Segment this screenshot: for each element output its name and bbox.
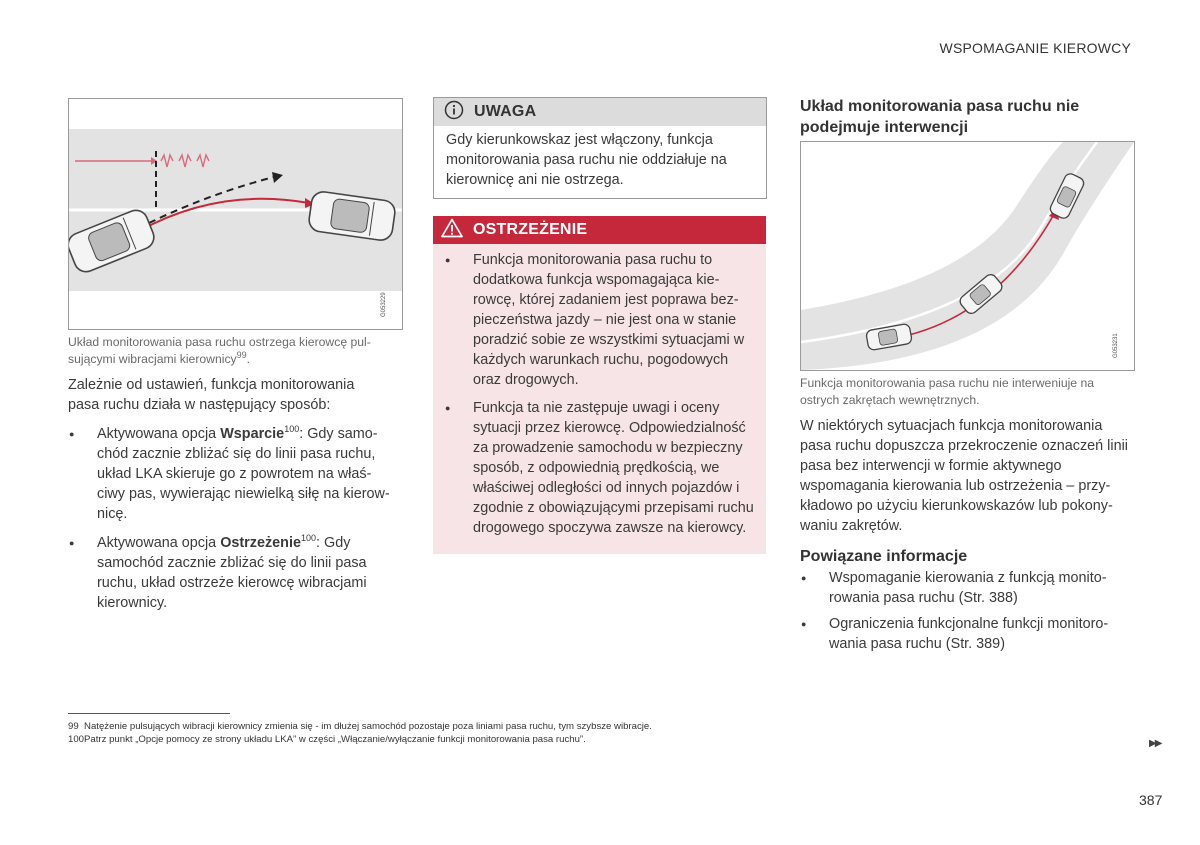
- left-intro: Zależnie od ustawień, funkcja monitorowania pasa ruchu działa w następujący sposób:: [68, 377, 355, 413]
- note-text: Gdy kierunkowskaz jest włączony, funkcja monitorowania pasa ruchu nie oddziałuje na kierownicę ani nie ostrzega.: [446, 132, 727, 188]
- list-item: ● Funkcja ta nie zastępuje uwagi i oceny sytuacji przez kierowcę. Odpowiedzialność za prowadzenie samochodu w bezpieczny sposób, z odpowiednią prędkością, we właściwej odległości od innych pojazdów i zgodnie z obowiązującymi przepisami ruchu drogowego spoczywa zawsze na kierowcy.: [445, 398, 754, 538]
- right-figure-caption: Funkcja monitorowania pasa ruchu nie interweniuje na ostrych zakrętach wewnętrznych.: [800, 376, 1095, 407]
- footnote-100: 100Patrz punkt „Opcje pomocy ze strony układu LKA” w części „Włączanie/wyłączanie funkcji monitorowania pasa ruchu”.: [68, 734, 586, 745]
- page-number: 387: [1139, 792, 1163, 808]
- warning-label: OSTRZEŻENIE: [473, 221, 588, 238]
- left-figure-caption: Układ monitorowania pasa ruchu ostrzega kierowcę pul-sującymi wibracjami kierownicy$^{99}$.: [68, 335, 371, 366]
- info-icon: [444, 100, 464, 125]
- next-page-arrows-icon[interactable]: ▶▶: [1149, 738, 1161, 749]
- note-label: UWAGA: [474, 103, 537, 120]
- warning-bullet-list: [445, 250, 754, 538]
- curve-figure: [800, 141, 1135, 371]
- left-bullet-list: [69, 424, 399, 622]
- related-link[interactable]: ● Wspomaganie kierowania z funkcją monito-rowania pasa ruchu (Str. 388): [801, 568, 1123, 608]
- curve-illustration: [801, 142, 1134, 370]
- warning-header: [433, 216, 766, 244]
- note-header: [434, 98, 766, 126]
- note-box: [433, 97, 767, 199]
- figure-code: G053231: [1113, 333, 1119, 358]
- list-item: ● Aktywowana opcja Wsparcie$^{100}$: Gdy samo-chód zacznie zbliżać się do linii pasa ruchu, układ LKA skieruje go z powrotem na właś-ciwy pas, wywierając niewielką siłę na kierow-nicę.: [69, 424, 399, 524]
- section-heading: Układ monitorowania pasa ruchu nie podejmuje interwencji: [800, 98, 1080, 136]
- right-paragraph: W niektórych sytuacjach funkcja monitorowania pasa ruchu dopuszcza przekroczenie oznaczeń linii pasa bez interwencji w formie aktywnego wspomagania kierowania lub ostrzeżenia – przy-kładowo po użyciu kierunkowskazów lub pokony-waniu zakrętów.: [800, 418, 1128, 534]
- related-heading: Powiązane informacje: [800, 548, 968, 565]
- warning-triangle-icon: [441, 218, 463, 243]
- lane-warning-figure: [68, 98, 403, 330]
- footnote-99: 99 Natężenie pulsujących wibracji kierownicy zmienia się - im dłużej samochód pozostaje poza liniami pasa ruchu, tym szybsze wibracje.: [68, 721, 652, 732]
- figure-code: G053229: [381, 292, 387, 317]
- related-link[interactable]: ● Ograniczenia funkcjonalne funkcji monitoro-wania pasa ruchu (Str. 389): [801, 614, 1123, 654]
- list-item: ● Aktywowana opcja Ostrzeżenie$^{100}$: Gdy samochód zacznie zbliżać się do linii pasa ruchu, układ ostrzeże kierowcę wibracjami kierownicy.: [69, 533, 399, 613]
- running-header: WSPOMAGANIE KIEROWCY: [939, 40, 1131, 56]
- warning-box: [433, 216, 766, 554]
- footnote-divider: [68, 713, 230, 714]
- related-list: [801, 568, 1123, 660]
- footnote-ref: 99: [236, 349, 247, 360]
- list-item: ● Funkcja monitorowania pasa ruchu to dodatkowa funkcja wspomagająca kie-rowcę, której zadaniem jest poprawa bez-pieczeństwa jazdy – nie jest ona w stanie poradzić sobie ze wszystkimi sytuacjami w każdych warunkach ruchu, pogodowych oraz drogowych.: [445, 250, 754, 390]
- lane-warning-illustration: [69, 99, 402, 329]
